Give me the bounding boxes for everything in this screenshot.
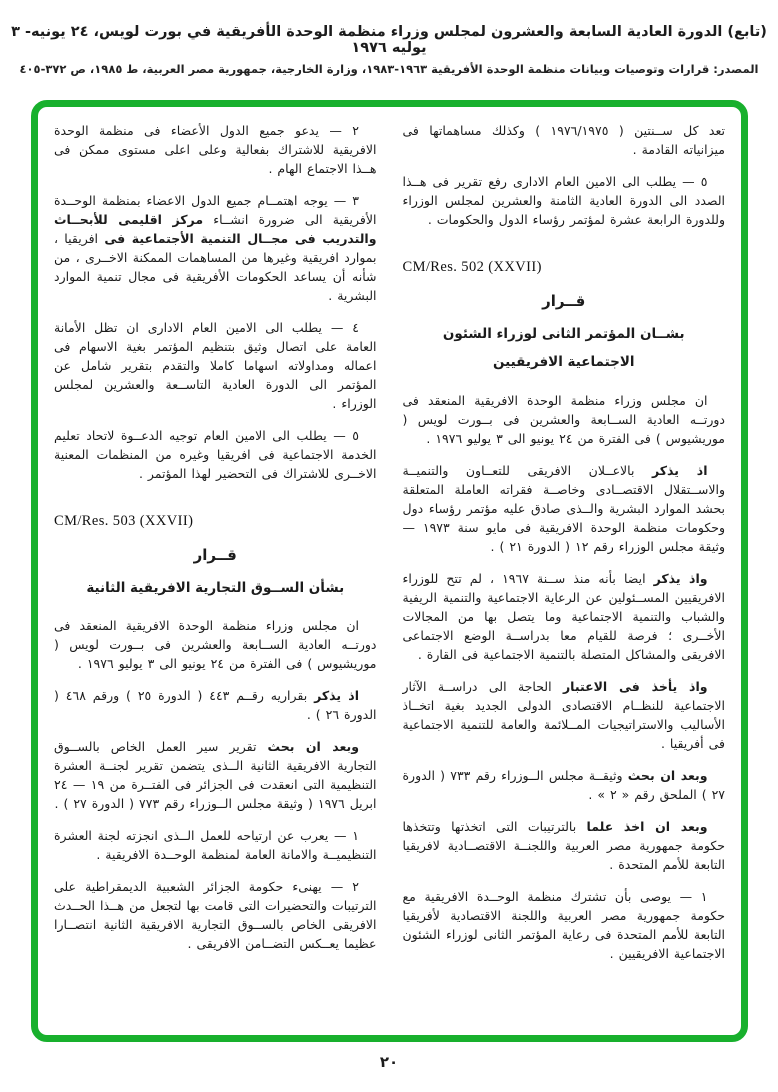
paragraph-text: ان مجلس وزراء منظمة الوحدة الافريقية المنعقد فى دورتــه العادية الســابعة والعشرين فى بــورت لويس ( موريشيوس ) فى الفترة من ٢٤ يونيو الى ٣ يوليو ١٩٧٦ . <box>402 392 725 446</box>
paragraph-lead: اذ يذكر <box>314 688 359 704</box>
green-border-frame <box>31 100 748 1042</box>
paragraph-text: ١ — يعرب عن ارتياحه للعمل الــذى انجزته لجنة العشرة التنظيميــة والامانة العامة لمنظمة الوحــدة الافريقية . <box>54 828 377 863</box>
two-column-layout <box>54 121 725 1025</box>
column-right <box>403 121 726 1025</box>
resolution-ref-502: CM/Res. 502 (XXVII) <box>402 259 542 275</box>
paragraph-text: تقرير سير العمل الخاص بالســوق التجارية الافريقية الثانية الــذى يتضمن تقرير لجنــة العشرة التنظيمية التى انعقدت فى الجزائر فى الفتــرة من ١٩ — ٢٤ ابريل ١٩٧٦ ( وثيقة مجلس الــوزراء رقم ٧٧٣ ( الدورة ٢٧ ) . <box>54 739 377 812</box>
paragraph <box>54 826 377 864</box>
paragraph <box>403 461 726 556</box>
paragraph-text: ٣ — يوجه اهتمــام جميع الدول الاعضاء بمنظمة الوحــدة الأفريقية الى ضرورة انشــاء <box>54 193 377 227</box>
paragraph-text: ٤ — يطلب الى الامين العام الادارى ان تظل الأمانة العامة على اتصال وثيق بتنظيم المؤتمر بغية الاسهام فى اعماله ومداولاته اسهاما كاملا والتقدم بتقرير شامل عن المؤتمر الى الدورة العادية التاســعة والعشرين لمجلس الوزراء . <box>54 320 377 411</box>
column-left <box>54 121 377 1025</box>
resolution-subtitle-line2: الاجتماعية الافريقيين <box>492 354 635 371</box>
resolution-ref-503: CM/Res. 503 (XXVII) <box>54 513 194 529</box>
paragraph <box>54 191 377 305</box>
paragraph-lead: وبعد ان بحث <box>267 739 359 755</box>
paragraph-text: ٢ — يهنىء حكومة الجزائر الشعبية الديمقراطية على الترتيبات والتحضيرات التى قامت بها لتجعل من هــذا الحــدث الافريقى الخاص بالســوق التجارية الافريقية الثانية انتصــارا عظيما يعــكس التضــامن الافريقى . <box>54 879 377 952</box>
paragraph <box>403 569 726 664</box>
paragraph <box>54 686 377 724</box>
paragraph-text: بالاعــلان الافريقى للتعــاون والتنميــة والاســتقلال الاقتصــادى وخاصــة فقراته العاملة المتعلقة بحشد الموارد البشرية والــذى صادق عليه مؤتمر رؤساء دول وحكومات منظمة الوحدة الافريقية فى مايو سنة ١٩٧٣ — وثيقة مجلس الوزراء رقم ١٢ ( الدورة ٢١ ) . <box>402 462 725 554</box>
paragraph <box>403 172 726 229</box>
paragraph-text: بالترتيبات التى اتخذتها وتتخذها حكومة جمهورية مصر العربية واللجنــة الاقتصــادية لافريقيا التابعة للأمم المتحدة . <box>402 818 725 872</box>
header-source-line: المصدر: قرارات وتوصيات وبيانات منظمة الوحدة الأفريقية ١٩٦٣-١٩٨٣، وزارة الخارجية، جمهورية مصر العربية، ط ١٩٨٥، ص ٣٧٢-٤٠٥ <box>19 62 759 76</box>
paragraph-text: بقراريه رقــم ٤٤٣ ( الدورة ٢٥ ) ورقم ٤٦٨ ( الدورة ٢٦ ) . <box>54 688 377 723</box>
paragraph-text: الحاجة الى دراســة الآثار الاجتماعية للنظــام الاقتصادى الدولى الجديد بغية اتخــاذ الأساليب والاستراتيجيات المــلائمة والعامة للتنمية الاجتماعية فى أفريقيا . <box>402 678 725 751</box>
page-number: ٢٠ <box>379 1053 399 1071</box>
paragraph <box>403 887 726 963</box>
paragraph-lead: وبعد ان اخذ علما <box>586 818 708 834</box>
paragraph <box>54 877 377 953</box>
paragraph <box>54 121 377 178</box>
paragraph <box>54 737 377 813</box>
paragraph <box>403 121 726 159</box>
paragraph-bold-text: مركز اقليمى للأبحــاث والتدريب فى مجــال التنمية الأجتماعية فى <box>54 212 377 246</box>
paragraph-text: ٥ — يطلب الى الامين العام الادارى رفع تقرير فى هــذا الصدد الى الدورة العادية الثامنة والعشرين لمجلس الوزراء وللدورة الرابعة عشرة لمؤتمر رؤساء الدول والحكومات . <box>402 174 725 227</box>
paragraph-text: تعد كل ســنتين ( ١٩٧٦/١٩٧٥ ) وكذلك مساهماتها فى ميزانياته القادمة . <box>402 123 725 157</box>
paragraph-lead: واذ يذكر <box>653 570 708 586</box>
paragraph-lead: واذ يأخذ فى الاعتبار <box>562 678 708 694</box>
document-header <box>0 0 778 76</box>
resolution-subtitle-line1: بشــان المؤتمر الثانى لوزراء الشئون <box>442 326 685 342</box>
paragraph <box>54 426 377 483</box>
paragraph <box>54 616 377 673</box>
paragraph <box>403 391 726 448</box>
resolution-title: قــرار <box>542 292 586 310</box>
paragraph-text: ان مجلس وزراء منظمة الوحدة الافريقية المنعقد فى دورتــه العادية الســابعة والعشرين فى بــورت لويس ( موريشيوس ) فى الفترة من ٢٤ يونيو الى ٣ يوليو ١٩٧٦ . <box>54 618 377 672</box>
paragraph <box>54 318 377 413</box>
paragraph-text: ايضا بأنه منذ ســنة ١٩٦٧ ، لم تتح للوزراء الافريقيين المســئولين عن الرعاية الاجتماعية والتنمية الريفية والشباب والتنمية الاجتماعية وما يتصل بها من المجالات الأخــرى ؛ فرصة للقيام معا بدراســة الوضع الاجتماعى الافريقى والمشاكل المتصلة بالتنمية الاجتماعية فى القارة . <box>402 570 725 662</box>
paragraph-text: وثيقــة مجلس الــوزراء رقم ٧٣٣ ( الدورة ٢٧ ) الملحق رقم « ٢ » . <box>402 767 725 802</box>
paragraph-text: افريقيا ، بموارد افريقية وغيرها من المساهمات الممكنة الاخــرى ، من شأنه أن يساعد الحكومات الأفريقية فى مجال تنمية الموارد البشرية . <box>54 231 377 303</box>
resolution-subtitle-line1: بشأن الســوق التجارية الافريقية الثانية <box>86 580 345 596</box>
paragraph-text: ١ — يوصى بأن تشترك منظمة الوحــدة الافريقية مع حكومة جمهورية مصر العربية واللجنة الاقتصادية لأفريقيا التابعة للأمم المتحدة فى رعاية المؤتمر الثانى لوزراء الشئون الاجتماعية الافريقيين . <box>402 888 725 961</box>
paragraph-lead: اذ يذكر <box>651 462 708 478</box>
paragraph <box>403 817 726 874</box>
resolution-title: قــرار <box>193 546 237 564</box>
paragraph <box>403 766 726 804</box>
paragraph <box>403 677 726 753</box>
paragraph-text: ٢ — يدعو جميع الدول الأعضاء فى منظمة الوحدة الافريقية للاشتراك بفعالية وعلى اعلى مستوى ممكن فى هــذا الاجتماع الهام . <box>54 123 377 176</box>
header-session-line: (تابع) الدورة العادية السابعة والعشرون لمجلس وزراء منظمة الوحدة الأفريقية في بورت لويس، ٢٤ يونيه- ٣ يوليه ١٩٧٦ <box>11 24 767 56</box>
paragraph-lead: وبعد ان بحث <box>627 767 708 783</box>
paragraph-text: ٥ — يطلب الى الامين العام توجيه الدعــوة لاتحاد تعليم الخدمة الاجتماعية فى افريقيا وغيره من المنظمات المعنية الاخــرى للاشتراك فى التحضير لهذا المؤتمر . <box>54 428 377 481</box>
